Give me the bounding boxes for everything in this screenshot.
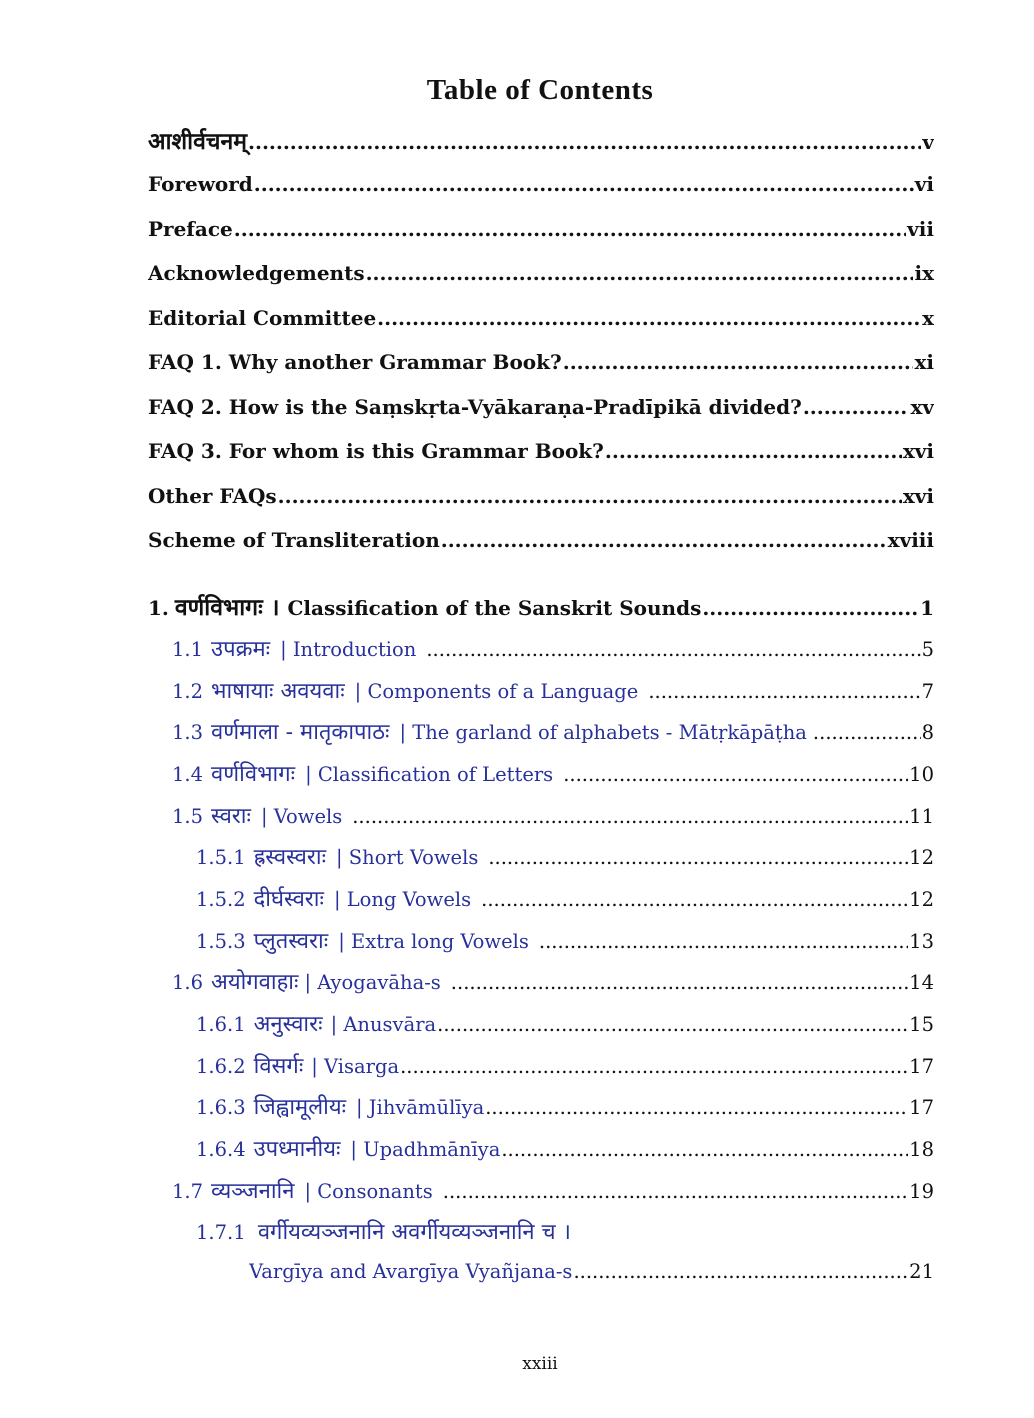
leader-dots bbox=[481, 888, 908, 911]
toc-entry-page: x bbox=[922, 306, 934, 330]
toc-entry-page: 5 bbox=[921, 638, 934, 661]
section-sanskrit: ह्रस्वस्वराः bbox=[253, 845, 327, 870]
section-number: 1.5.2 bbox=[196, 888, 246, 911]
section-sanskrit: जिह्वामूलीयः bbox=[253, 1095, 347, 1120]
toc-entry-page: 11 bbox=[909, 805, 934, 828]
section-number: 1.1 bbox=[172, 638, 204, 661]
toc-section-1-3[interactable] bbox=[172, 716, 934, 746]
toc-section-1-5-3[interactable] bbox=[196, 925, 934, 955]
toc-section-1-5[interactable] bbox=[172, 800, 934, 830]
toc-entry-page: xvi bbox=[902, 439, 934, 463]
section-number: 1.7 bbox=[172, 1180, 204, 1203]
toc-entry-page: 19 bbox=[909, 1180, 934, 1203]
leader-dots bbox=[573, 1260, 908, 1283]
toc-entry-label: FAQ 3. For whom is this Grammar Book? bbox=[148, 439, 604, 463]
section-sanskrit: स्वराः bbox=[211, 804, 251, 829]
section-number: 1.5.3 bbox=[196, 930, 246, 953]
section-sanskrit: अयोगवाहाः bbox=[211, 970, 299, 995]
section-english: | Vowels bbox=[260, 805, 343, 828]
toc-entry-page: 17 bbox=[909, 1096, 934, 1119]
toc-entry-transliteration[interactable] bbox=[148, 528, 934, 552]
section-sanskrit: वर्णमाला - मातृकापाठः bbox=[211, 720, 390, 745]
leader-dots bbox=[441, 528, 887, 552]
toc-entry-page: 18 bbox=[909, 1138, 934, 1161]
toc-section-1-7-1[interactable] bbox=[196, 1216, 571, 1246]
toc-entry-page: 7 bbox=[921, 680, 934, 703]
section-english: | Ayogavāha-s bbox=[304, 971, 441, 994]
toc-entry-label: Other FAQs bbox=[148, 484, 277, 508]
section-sanskrit: विसर्गः bbox=[253, 1054, 304, 1079]
leader-dots bbox=[563, 763, 908, 786]
leader-dots bbox=[451, 971, 908, 994]
section-number: 1.4 bbox=[172, 763, 204, 786]
section-english: | Jihvāmūlīya bbox=[356, 1096, 485, 1119]
section-number: 1.6.2 bbox=[196, 1055, 246, 1078]
page-number: xxiii bbox=[522, 1354, 558, 1374]
toc-entry-faq-3[interactable] bbox=[148, 439, 934, 463]
section-english: | Anusvāra bbox=[330, 1013, 437, 1036]
section-sanskrit: व्यञ्जनानि bbox=[211, 1179, 295, 1204]
toc-entry-label: Scheme of Transliteration bbox=[148, 528, 440, 552]
toc-entry-page: xvi bbox=[902, 484, 934, 508]
toc-chapter-1[interactable] bbox=[148, 590, 934, 622]
toc-entry-page: 17 bbox=[909, 1055, 934, 1078]
toc-entry-page: 14 bbox=[909, 971, 934, 994]
toc-entry-page: vii bbox=[907, 217, 934, 241]
section-english: Vargīya and Avargīya Vyañjana-s bbox=[249, 1260, 573, 1283]
toc-section-1-7[interactable] bbox=[172, 1175, 934, 1205]
toc-section-1-4[interactable] bbox=[172, 758, 934, 788]
toc-section-1-5-2[interactable] bbox=[196, 883, 934, 913]
toc-section-1-6-4[interactable] bbox=[196, 1133, 934, 1163]
leader-dots bbox=[437, 1013, 908, 1036]
toc-entry-page: xv bbox=[910, 395, 934, 419]
toc-section-1-7-1-english[interactable] bbox=[249, 1260, 934, 1283]
section-english: | Upadhmānīya bbox=[350, 1138, 501, 1161]
leader-dots bbox=[443, 1180, 908, 1203]
leader-dots bbox=[539, 930, 908, 953]
section-number: 1.5.1 bbox=[196, 846, 246, 869]
section-english: | Consonants bbox=[304, 1180, 433, 1203]
section-number: 1.6.1 bbox=[196, 1013, 246, 1036]
toc-entry-label: Acknowledgements bbox=[148, 261, 365, 285]
toc-entry-page: 13 bbox=[909, 930, 934, 953]
leader-dots bbox=[563, 350, 914, 374]
toc-section-1-6-1[interactable] bbox=[196, 1008, 934, 1038]
toc-entry-preface[interactable] bbox=[148, 217, 934, 241]
toc-entry-label: Preface bbox=[148, 217, 233, 241]
chapter-english: Classification of the Sanskrit Sounds bbox=[287, 596, 702, 620]
chapter-number: 1. bbox=[148, 596, 169, 620]
toc-entry-page: 10 bbox=[909, 763, 934, 786]
leader-dots bbox=[813, 721, 921, 744]
section-sanskrit: भाषायाः अवयवाः bbox=[211, 679, 345, 704]
leader-dots bbox=[234, 217, 906, 241]
toc-entry-page: ix bbox=[914, 261, 934, 285]
leader-dots bbox=[426, 638, 920, 661]
chapter-sanskrit: वर्णविभागः । bbox=[174, 594, 280, 621]
toc-section-1-2[interactable] bbox=[172, 675, 934, 705]
leader-dots bbox=[400, 1055, 908, 1078]
toc-entry-page: 21 bbox=[909, 1260, 934, 1283]
toc-entry-faq-1[interactable] bbox=[148, 350, 934, 374]
toc-entry-page: vi bbox=[914, 172, 934, 196]
leader-dots bbox=[248, 130, 921, 154]
section-sanskrit: उपक्रमः bbox=[211, 637, 271, 662]
section-number: 1.6.3 bbox=[196, 1096, 246, 1119]
leader-dots bbox=[352, 805, 908, 828]
section-number: 1.6 bbox=[172, 971, 204, 994]
section-number: 1.7.1 bbox=[196, 1221, 246, 1244]
toc-entry-page: xviii bbox=[887, 528, 934, 552]
leader-dots bbox=[702, 596, 919, 620]
leader-dots bbox=[803, 395, 910, 419]
section-number: 1.2 bbox=[172, 680, 204, 703]
toc-entry-ashirvachanam[interactable] bbox=[148, 124, 934, 156]
leader-dots bbox=[648, 680, 920, 703]
toc-entry-page: v bbox=[922, 130, 934, 154]
section-sanskrit: दीर्घस्वराः bbox=[253, 887, 324, 912]
section-english: | Extra long Vowels bbox=[338, 930, 529, 953]
section-sanskrit: प्लुतस्वराः bbox=[253, 929, 329, 954]
page-title: Table of Contents bbox=[426, 74, 654, 106]
section-number: 1.5 bbox=[172, 805, 204, 828]
toc-section-1-6-2[interactable] bbox=[196, 1050, 934, 1080]
section-english: | Long Vowels bbox=[333, 888, 472, 911]
leader-dots bbox=[605, 439, 902, 463]
toc-entry-page: 15 bbox=[909, 1013, 934, 1036]
toc-section-1-6[interactable] bbox=[172, 966, 934, 996]
toc-entry-label: FAQ 2. How is the Saṃskṛta-Vyākaraṇa-Pradīpikā divided? bbox=[148, 395, 802, 419]
section-number: 1.6.4 bbox=[196, 1138, 246, 1161]
toc-section-1-5-1[interactable] bbox=[196, 841, 934, 871]
leader-dots bbox=[377, 306, 921, 330]
toc-entry-page: 8 bbox=[921, 721, 934, 744]
section-english: | Introduction bbox=[280, 638, 417, 661]
section-english: | Classification of Letters bbox=[305, 763, 554, 786]
toc-entry-label: Foreword bbox=[148, 172, 253, 196]
section-english: | Visarga bbox=[311, 1055, 400, 1078]
section-sanskrit: उपध्मानीयः bbox=[253, 1137, 341, 1162]
leader-dots bbox=[488, 846, 908, 869]
section-number: 1.3 bbox=[172, 721, 204, 744]
section-english: | Short Vowels bbox=[336, 846, 479, 869]
toc-entry-label: FAQ 1. Why another Grammar Book? bbox=[148, 350, 562, 374]
toc-section-1-6-3[interactable] bbox=[196, 1091, 934, 1121]
section-english: | Components of a Language bbox=[354, 680, 639, 703]
toc-entry-page: 12 bbox=[909, 846, 934, 869]
leader-dots bbox=[501, 1138, 908, 1161]
toc-entry-page: 1 bbox=[920, 596, 934, 620]
toc-entry-acknowledgements[interactable] bbox=[148, 261, 934, 285]
toc-entry-label: Editorial Committee bbox=[148, 306, 377, 330]
section-sanskrit: वर्णविभागः bbox=[211, 762, 296, 787]
section-sanskrit: अनुस्वारः bbox=[253, 1012, 323, 1037]
leader-dots bbox=[254, 172, 914, 196]
leader-dots bbox=[278, 484, 902, 508]
toc-entry-page: 12 bbox=[909, 888, 934, 911]
toc-entry-page: xi bbox=[914, 350, 934, 374]
toc-entry-foreword[interactable] bbox=[148, 172, 934, 196]
toc-entry-faq-2[interactable] bbox=[148, 395, 934, 419]
section-english: | The garland of alphabets - Mātṛkāpāṭha bbox=[399, 721, 807, 744]
toc-section-1-1[interactable] bbox=[172, 633, 934, 663]
leader-dots bbox=[366, 261, 914, 285]
toc-entry-other-faqs[interactable] bbox=[148, 484, 934, 508]
section-sanskrit: वर्गीयव्यञ्जनानि अवर्गीयव्यञ्जनानि च । bbox=[257, 1220, 571, 1245]
toc-entry-editorial-committee[interactable] bbox=[148, 306, 934, 330]
leader-dots bbox=[485, 1096, 908, 1119]
toc-entry-label: आशीर्वचनम् bbox=[148, 128, 248, 155]
